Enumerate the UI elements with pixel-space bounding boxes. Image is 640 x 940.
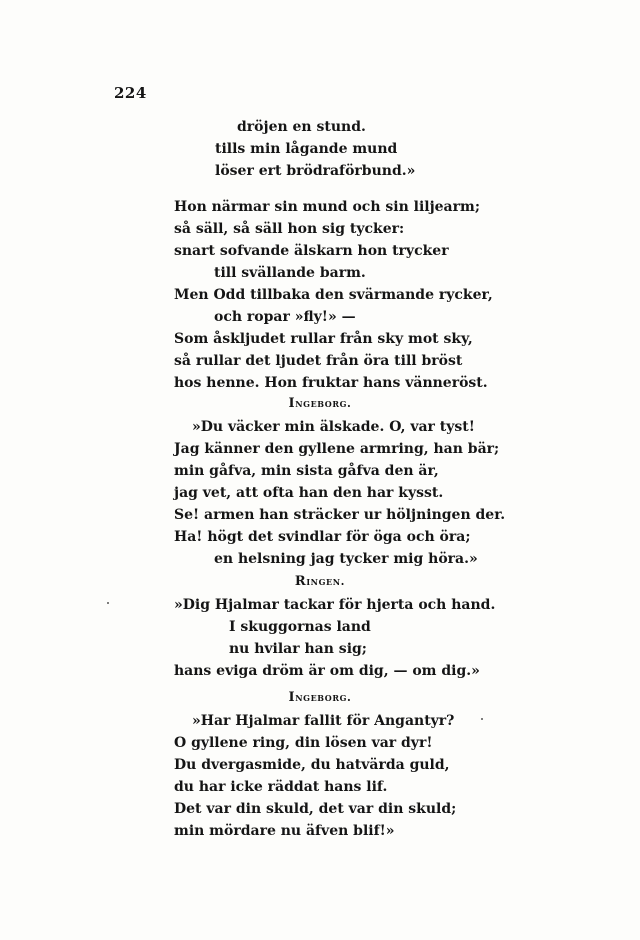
poem-line: du har icke räddat hans lif.: [174, 779, 388, 795]
poem-line: så säll, så säll hon sig tycker:: [174, 221, 405, 237]
speaker-name: ingen.: [306, 575, 346, 588]
scan-speck: [107, 602, 109, 604]
poem-line: jag vet, att ofta han den har kysst.: [174, 485, 444, 501]
poem-line: dröjen en stund.: [237, 119, 366, 135]
poem-line: till svällande barm.: [214, 265, 366, 281]
stanza-ingeborg-2: [174, 710, 504, 842]
poem-line: min gåfva, min sista gåfva den är,: [174, 463, 439, 479]
poem-line: min mördare nu äfven blif!»: [174, 823, 395, 839]
poem-line: O gyllene ring, din lösen var dyr!: [174, 735, 433, 751]
poem-line: hans eviga dröm är om dig, — om dig.»: [174, 663, 480, 679]
poem-line: »Dig Hjalmar tackar för hjerta och hand.: [174, 597, 496, 613]
poem-line: tills min lågande mund: [215, 141, 398, 157]
stanza-continuation: [174, 116, 504, 182]
poem-line: snart sofvande älskarn hon trycker: [174, 243, 449, 259]
poem-line: så rullar det ljudet från öra till bröst: [174, 353, 463, 369]
speaker-initial: R: [294, 574, 307, 589]
stanza-ingeborg-1: [174, 416, 504, 570]
poem-line: Men Odd tillbaka den svärmande rycker,: [174, 287, 493, 303]
speaker-initial: I: [288, 396, 296, 411]
poem-line: Ha! högt det svindlar för öga och öra;: [174, 529, 471, 545]
poem-line: en helsning jag tycker mig höra.»: [214, 551, 478, 567]
poem-line: hos henne. Hon fruktar hans vänneröst.: [174, 375, 488, 391]
stanza-narration: [174, 196, 504, 394]
poem-line: löser ert brödraförbund.»: [215, 163, 416, 179]
page-number: 224: [114, 84, 147, 102]
speaker-heading-ingeborg: [0, 396, 640, 411]
poem-line: nu hvilar han sig;: [229, 641, 367, 657]
speaker-name: ngeborg.: [295, 397, 352, 410]
speaker-initial: I: [288, 690, 296, 705]
poem-line: Jag känner den gyllene armring, han bär;: [174, 441, 500, 457]
poem-line: I skuggornas land: [229, 619, 371, 635]
poem-line: Som åskljudet rullar från sky mot sky,: [174, 331, 473, 347]
poem-line: och ropar »fly!» —: [214, 309, 356, 325]
speaker-heading-ringen: [0, 574, 640, 589]
poem-line: Se! armen han sträcker ur höljningen der.: [174, 507, 506, 523]
speaker-name: ngeborg.: [295, 691, 352, 704]
stanza-ringen: [174, 594, 504, 682]
poem-line: Det var din skuld, det var din skuld;: [174, 801, 457, 817]
poem-line: »Har Hjalmar fallit för Angantyr?: [192, 713, 455, 729]
poem-line: »Du väcker min älskade. O, var tyst!: [192, 419, 475, 435]
speaker-heading-ingeborg: [0, 690, 640, 705]
poem-line: Du dvergasmide, du hatvärda guld,: [174, 757, 450, 773]
poem-line: Hon närmar sin mund och sin liljearm;: [174, 199, 480, 215]
scan-speck: [481, 718, 483, 720]
